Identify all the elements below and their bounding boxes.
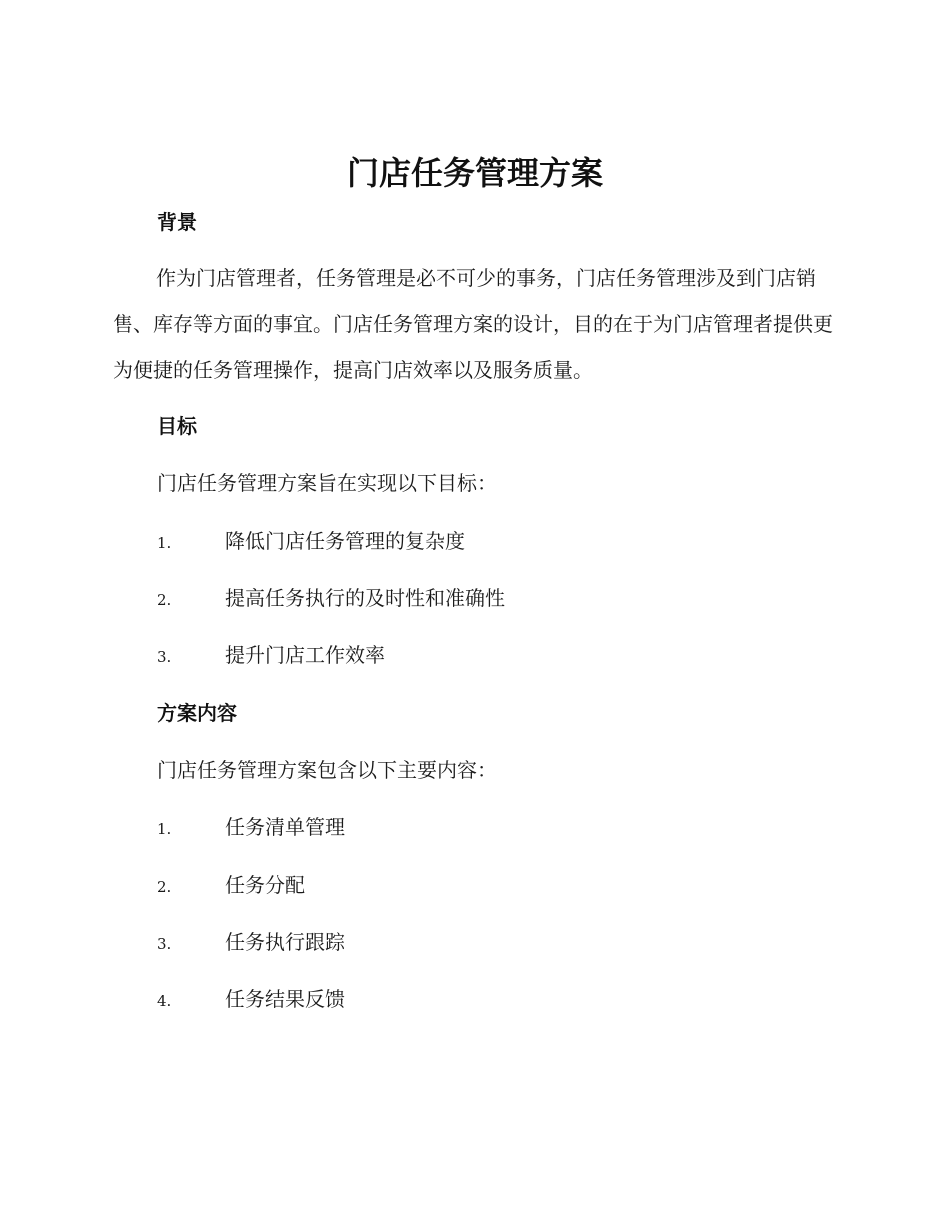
content-list-item: [157, 928, 857, 956]
list-number: 3.: [157, 935, 172, 953]
list-item-text: 任务执行跟踪: [225, 930, 345, 954]
section-heading-background: 背景: [157, 210, 197, 234]
goals-list-item: [157, 584, 857, 612]
list-item-text: 任务结果反馈: [225, 987, 345, 1011]
list-item-text: 提升门店工作效率: [225, 643, 385, 667]
content-intro: 门店任务管理方案包含以下主要内容：: [157, 758, 497, 782]
list-number: 3.: [157, 648, 172, 666]
section-heading-content: 方案内容: [157, 701, 237, 725]
document-title: 门店任务管理方案: [346, 154, 603, 192]
goals-intro: 门店任务管理方案旨在实现以下目标：: [157, 471, 497, 495]
list-number: 1.: [157, 534, 172, 552]
list-item-text: 任务清单管理: [225, 815, 345, 839]
list-number: 1.: [157, 820, 172, 838]
goals-list-item: [157, 641, 857, 669]
section-heading-goals: 目标: [157, 414, 197, 438]
list-number: 2.: [157, 591, 172, 609]
background-paragraph: 作为门店管理者，任务管理是必不可少的事务，门店任务管理涉及到门店销售、库存等方面的事宜。门店任务管理方案的设计，目的在于为门店管理者提供更为便捷的任务管理操作，提高门店效率以及服务质量。: [113, 266, 833, 382]
content-list-item: [157, 813, 857, 841]
content-list-item: [157, 871, 857, 899]
list-number: 2.: [157, 878, 172, 896]
goals-list-item: [157, 527, 857, 555]
list-item-text: 降低门店任务管理的复杂度: [225, 529, 465, 553]
list-item-text: 任务分配: [225, 873, 305, 897]
list-number: 4.: [157, 992, 172, 1010]
list-item-text: 提高任务执行的及时性和准确性: [225, 586, 505, 610]
content-list-item: [157, 985, 857, 1013]
